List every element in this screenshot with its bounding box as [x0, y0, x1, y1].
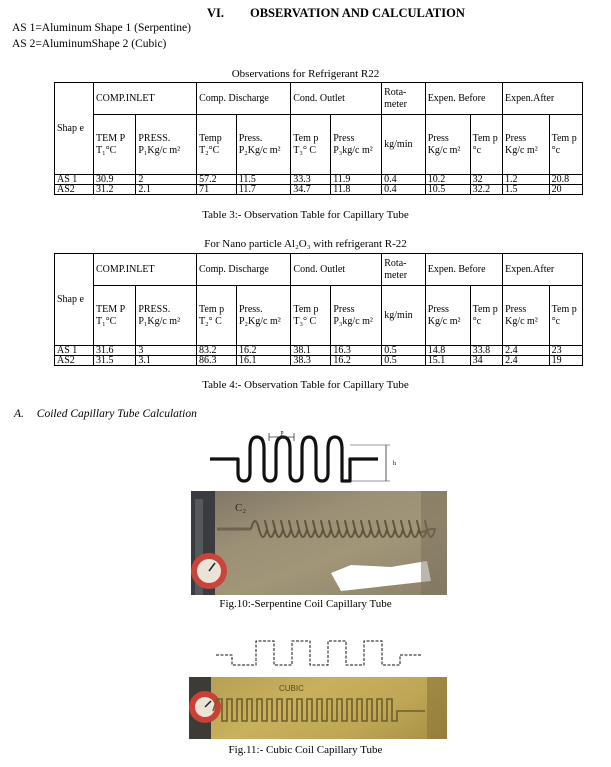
cell: 16.2 [331, 356, 382, 366]
cell: 16.1 [236, 356, 290, 366]
cell: 38.3 [291, 356, 331, 366]
cell: 16.3 [331, 346, 382, 356]
head-kgmin: kg/min [382, 115, 426, 175]
cell: 31.6 [94, 346, 136, 356]
group-rotameter: Rota- meter [382, 83, 426, 115]
subsection-title: Coiled Capillary Tube Calculation [36, 408, 197, 420]
group-cond-outlet: Cond. Outlet [291, 254, 382, 286]
head-temp2: Tem p T₂° C [196, 286, 236, 346]
cell: 20.8 [549, 175, 582, 185]
serpentine-coil-photo [191, 491, 447, 595]
head-temp-before: Tem p °c [470, 115, 502, 175]
height-label: h [393, 461, 396, 467]
head-press1: PRESS. P₁Kg/c m² [136, 115, 197, 175]
observation-table-nano-r22 [54, 253, 583, 366]
table-row [55, 346, 583, 356]
cell: 33.8 [470, 346, 502, 356]
cell: 2.1 [136, 185, 197, 195]
cell: 20 [549, 185, 582, 195]
cell: 2.4 [503, 356, 550, 366]
head-press-after: Press Kg/c m² [503, 115, 550, 175]
cell: 32 [470, 175, 502, 185]
head-press-before: Press Kg/c m² [425, 286, 470, 346]
definition-as2: AS 2=AluminumShape 2 (Cubic) [12, 38, 167, 50]
cell: 10.5 [425, 185, 470, 195]
cell: 16.2 [236, 346, 290, 356]
cell: 23 [549, 346, 582, 356]
cell: 31.5 [94, 356, 136, 366]
cell: 31.2 [94, 185, 136, 195]
group-cond-outlet: Cond. Outlet [291, 83, 382, 115]
group-expen-after: Expen.After [503, 83, 583, 115]
cell: 38.1 [291, 346, 331, 356]
head-press-after: Press Kg/c m² [503, 286, 550, 346]
table-row [55, 185, 583, 195]
cell: AS2 [55, 356, 94, 366]
cell: 32.2 [470, 185, 502, 195]
group-comp-discharge: Comp. Discharge [197, 83, 291, 115]
cell: 3.1 [136, 356, 197, 366]
observation-table-r22 [54, 82, 583, 195]
group-comp-inlet: COMP.INLET [94, 254, 197, 286]
cell: 0.5 [382, 356, 426, 366]
cubic-coil-diagram [210, 637, 430, 669]
col-shape: Shap e [55, 83, 94, 175]
cell: 0.4 [382, 175, 426, 185]
head-temp-after: Tem p °c [549, 115, 582, 175]
table4-caption: Table 4:- Observation Table for Capillary Tube [202, 379, 409, 391]
definition-as1: AS 1=Aluminum Shape 1 (Serpentine) [12, 22, 191, 34]
group-expen-before: Expen. Before [425, 83, 502, 115]
head-kgmin: kg/min [382, 286, 426, 346]
subsection-letter: A. [14, 408, 24, 420]
cell: 71 [197, 185, 237, 195]
fig10-caption: Fig.10:-Serpentine Coil Capillary Tube [219, 598, 392, 610]
head-press1: PRESS. P₁Kg/c m² [136, 286, 197, 346]
cell: 14.8 [425, 346, 470, 356]
cell: 2 [136, 175, 197, 185]
cell: 34.7 [291, 185, 331, 195]
cell: 2.4 [503, 346, 550, 356]
head-press2: Press. P₂Kg/c m² [236, 115, 290, 175]
head-temp-before: Tem p °c [470, 286, 502, 346]
head-press2: Press. P₂Kg/c m² [236, 286, 290, 346]
cell: 86.3 [196, 356, 236, 366]
photo1-marking: C₂ [235, 502, 247, 514]
table3-caption: Table 3:- Observation Table for Capillary Tube [202, 209, 409, 221]
head-temp3: Tem p T₃° C [291, 115, 331, 175]
cubic-coil-photo [189, 677, 447, 739]
subsection-heading [14, 408, 197, 420]
cell: 34 [470, 356, 502, 366]
photo2-marking: CUBIC [279, 684, 304, 693]
head-press3: Press P₃kg/c m² [331, 286, 382, 346]
group-comp-discharge: Comp. Discharge [196, 254, 290, 286]
cell: 11.9 [331, 175, 382, 185]
head-press-before: Press Kg/c m² [425, 115, 470, 175]
group-comp-inlet: COMP.INLET [94, 83, 197, 115]
cell: 33.3 [291, 175, 331, 185]
cell: 0.4 [382, 185, 426, 195]
cell: 83.2 [196, 346, 236, 356]
col-shape: Shap e [55, 254, 94, 346]
head-temp1: TEM P T₁°C [94, 115, 136, 175]
table-row [55, 175, 583, 185]
head-press3: Press P₃kg/c m² [331, 115, 382, 175]
head-temp2: Temp T₂°C [197, 115, 237, 175]
section-number: VI. [207, 6, 225, 20]
cell: 11.7 [236, 185, 290, 195]
cell: 11.5 [236, 175, 290, 185]
table-row [55, 356, 583, 366]
cell: 11.8 [331, 185, 382, 195]
serpentine-coil-diagram [200, 425, 420, 487]
table4-title: For Nano particle Al₂O₃ with refrigerant R-22 [204, 238, 407, 250]
group-rotameter: Rota- meter [382, 254, 426, 286]
cell: 3 [136, 346, 197, 356]
cell: 0.5 [382, 346, 426, 356]
cell: 1.2 [503, 175, 550, 185]
head-temp-after: Tem p °c [549, 286, 582, 346]
section-title: OBSERVATION AND CALCULATION [250, 6, 465, 20]
cell: AS 1 [55, 346, 94, 356]
table3-title: Observations for Refrigerant R22 [231, 68, 380, 80]
cell: 57.2 [197, 175, 237, 185]
cell: 1.5 [503, 185, 550, 195]
cell: 30.9 [94, 175, 136, 185]
group-expen-before: Expen. Before [425, 254, 502, 286]
cell: 19 [549, 356, 582, 366]
head-temp3: Tem p T₃° C [291, 286, 331, 346]
fig11-caption: Fig.11:- Cubic Coil Capillary Tube [228, 744, 383, 756]
cell: 15.1 [425, 356, 470, 366]
group-expen-after: Expen.After [503, 254, 583, 286]
head-temp1: TEM P T₁°C [94, 286, 136, 346]
cell: 10.2 [425, 175, 470, 185]
cell: AS2 [55, 185, 94, 195]
cell: AS 1 [55, 175, 94, 185]
pitch-label: p [280, 430, 284, 436]
